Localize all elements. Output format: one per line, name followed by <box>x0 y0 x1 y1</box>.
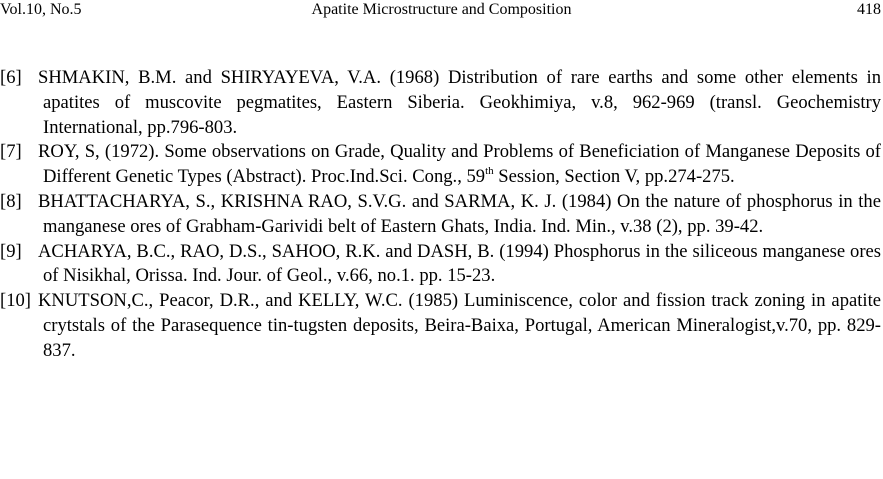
reference-item <box>0 240 881 290</box>
reference-item <box>0 289 881 363</box>
journal-volume: Vol.10, No.5 <box>0 1 82 18</box>
reference-number: [9] <box>0 240 22 262</box>
reference-number: [10] <box>0 290 31 312</box>
reference-text-continued: Session, Section V, pp.274-275. <box>493 166 735 188</box>
reference-text: ROY, S, (1972). Some observations on Grade, Quality and Problems of Beneficiation of Manganese Deposits of Different Genetic Types (Abstract). Proc.Ind.Sci. Cong., 59 <box>38 141 881 188</box>
reference-number: [7] <box>0 141 22 163</box>
superscript: th <box>485 165 494 177</box>
reference-item <box>0 66 881 140</box>
reference-text: BHATTACHARYA, S., KRISHNA RAO, S.V.G. and SARMA, K. J. (1984) On the nature of phosphorus in the manganese ores of Grabham-Garividi belt of Eastern Ghats, India. Ind. Min., v.38 (2), pp. 39-42. <box>38 190 881 237</box>
reference-number: [6] <box>0 67 22 88</box>
running-title: Apatite Microstructure and Composition <box>311 1 572 18</box>
page-number: 418 <box>857 1 881 18</box>
reference-text: ACHARYA, B.C., RAO, D.S., SAHOO, R.K. and DASH, B. (1994) Phosphorus in the siliceous manganese ores of Nisikhal, Orissa. Ind. Jour. of Geol., v.66, no.1. pp. 15-23. <box>38 240 881 287</box>
reference-item <box>0 140 881 190</box>
reference-text: SHMAKIN, B.M. and SHIRYAYEVA, V.A. (1968) Distribution of rare earths and some other elements in apatites of muscovite pegmatites, Eastern Siberia. Geokhimiya, v.8, 962-969 (transl. Geochemistry International, pp.796-803. <box>38 67 881 138</box>
reference-list <box>0 66 881 364</box>
reference-text: KNUTSON,C., Peacor, D.R., and KELLY, W.C. (1985) Luminiscence, color and fission track zoning in apatite crytstals of the Parasequence tin-tugsten deposits, Beira-Baixa, Portugal, American Mineralogist,v.70, pp. 829-837. <box>38 290 881 361</box>
reference-item <box>0 190 881 240</box>
page-header <box>0 0 883 24</box>
reference-number: [8] <box>0 190 22 212</box>
